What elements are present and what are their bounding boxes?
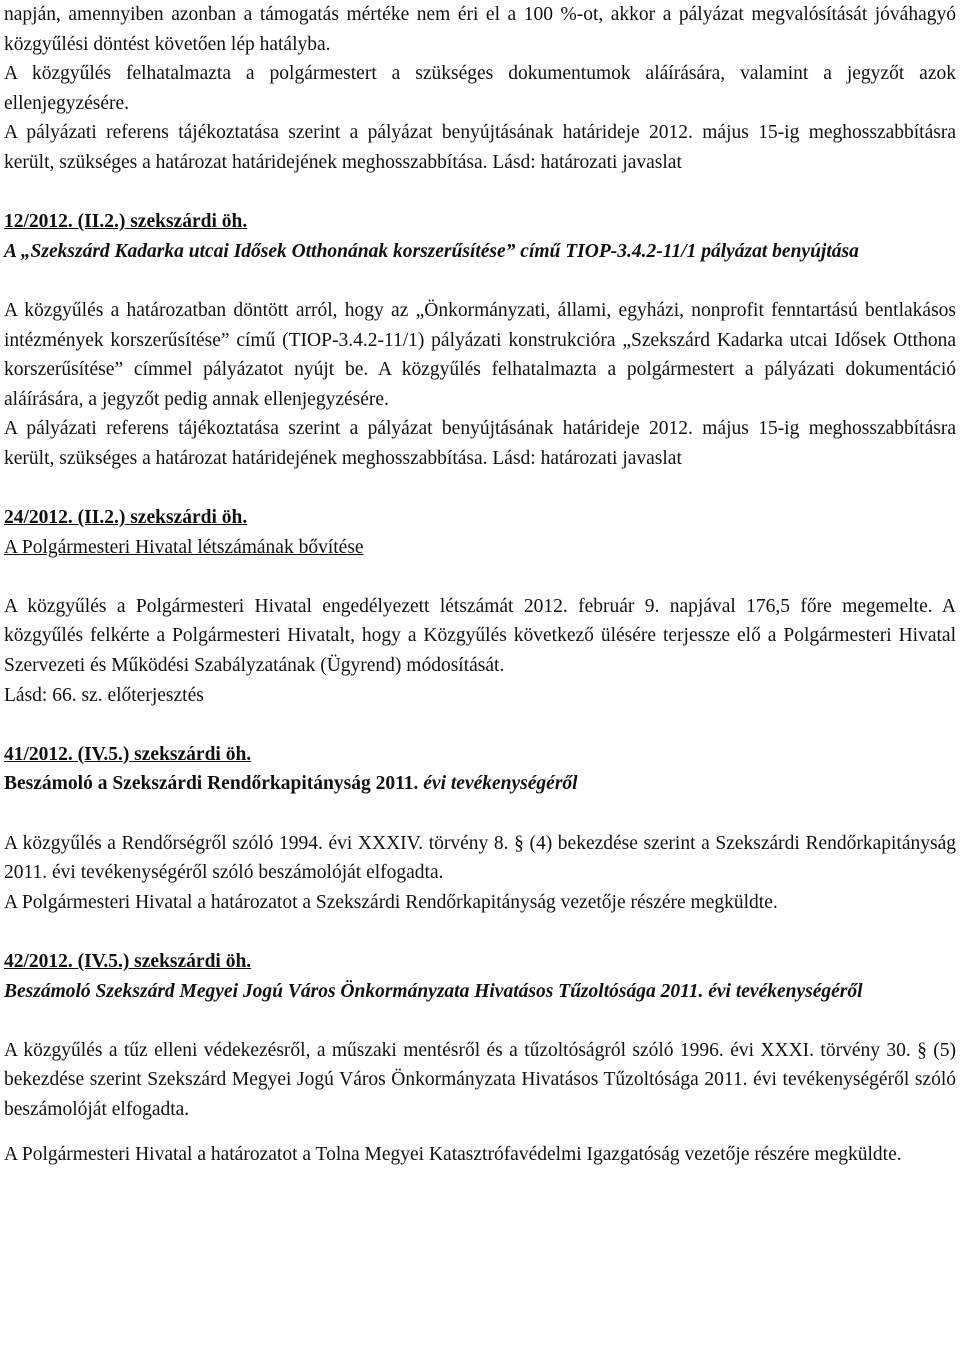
section-paragraph: A közgyűlés a Polgármesteri Hivatal engedélyezett létszámát 2012. február 9. napjával 176,5 főre megemelte. A közgyűlés felkérte a Polgármesteri Hivatalt, hogy a Közgyűlés következő ülésére terjessze elő a Polgármesteri Hivatal Szervezeti és Működési Szabályzatának (Ügyrend) módosítását. [4, 595, 956, 677]
intro-paragraph-1: napján, amennyiben azonban a támogatás mértéke nem éri el a 100 %-ot, akkor a pályázat megvalósítását jóváhagyó közgyűlési döntést követően lép hatályba. [4, 4, 956, 55]
section-paragraph: A Polgármesteri Hivatal a határozatot a Tolna Megyei Katasztrófavédelmi Igazgatóság vezetője részére megküldte. [4, 1143, 902, 1165]
section-paragraph: A közgyűlés a Rendőrségről szóló 1994. évi XXXIV. törvény 8. § (4) bekezdése szerint a Szekszárdi Rendőrkapitányság 2011. évi tevékenységéről szóló beszámolóját elfogadta. [4, 832, 956, 884]
section-paragraph: A pályázati referens tájékoztatása szerint a pályázat benyújtásának határideje 2012. május 15-ig meghosszabbításra került, szükséges a határozat határidejének meghosszabbítása. Lásd: határozati javaslat [4, 418, 956, 469]
section-12-2012 [4, 207, 956, 473]
intro-paragraph-3: A pályázati referens tájékoztatása szerint a pályázat benyújtásának határideje 2012. május 15-ig meghosszabbításra került, szükséges a határozat határidejének meghosszabbítása. Lásd: határozati javaslat [4, 122, 956, 173]
section-title: A „Szekszárd Kadarka utcai Idősek Otthonának korszerűsítése” című TIOP-3.4.2-11/1 pályázat benyújtása [4, 240, 859, 262]
section-41-2012 [4, 740, 956, 918]
section-title [4, 533, 956, 563]
section-paragraph: A Polgármesteri Hivatal a határozatot a Szekszárdi Rendőrkapitányság vezetője részére megküldte. [4, 891, 778, 913]
resolution-number: 41/2012. (IV.5.) szekszárdi öh. [4, 743, 252, 765]
section-title-text: A Polgármesteri Hivatal létszámának bővítése [4, 536, 364, 558]
section-title: Beszámoló Szekszárd Megyei Jogú Város Önkormányzata Hivatásos Tűzoltósága 2011. évi tevékenységéről [4, 980, 863, 1002]
intro-paragraph-2: A közgyűlés felhatalmazta a polgármestert a szükséges dokumentumok aláírására, valamint a jegyzőt azok ellenjegyzésére. [4, 63, 956, 114]
section-title-plain: Beszámoló a Szekszárdi Rendőrkapitányság 2011. [4, 773, 424, 795]
section-title [4, 769, 956, 799]
section-paragraph: Lásd: 66. sz. előterjesztés [4, 684, 204, 706]
section-24-2012 [4, 503, 956, 710]
resolution-number: 24/2012. (II.2.) szekszárdi öh. [4, 507, 248, 529]
section-paragraph: A közgyűlés a tűz elleni védekezésről, a műszaki mentésről és a tűzoltóságról szóló 1996. évi XXXI. törvény 30. § (5) bekezdése szerint Szekszárd Megyei Jogú Város Önkormányzata Hivatásos Tűzoltósága 2011. évi tevékenységéről szóló beszámolóját elfogadta. [4, 1039, 956, 1120]
section-title-italic: évi tevékenységéről [423, 773, 578, 795]
section-42-2012 [4, 947, 956, 1169]
resolution-number: 12/2012. (II.2.) szekszárdi öh. [4, 211, 248, 233]
section-paragraph: A közgyűlés a határozatban döntött arról, hogy az „Önkormányzati, állami, egyházi, nonprofit fenntartású bentlakásos intézmények korszerűsítése” című (TIOP-3.4.2-11/1) pályázati konstrukcióra „Szekszárd Kadarka utcai Idősek Otthona korszerűsítése” címmel pályázatot nyújt be. A közgyűlés felhatalmazta a polgármestert a pályázati dokumentáció aláírására, a jegyzőt pedig annak ellenjegyzésére. [4, 299, 956, 410]
resolution-number: 42/2012. (IV.5.) szekszárdi öh. [4, 951, 252, 972]
document-page [4, 0, 956, 1169]
